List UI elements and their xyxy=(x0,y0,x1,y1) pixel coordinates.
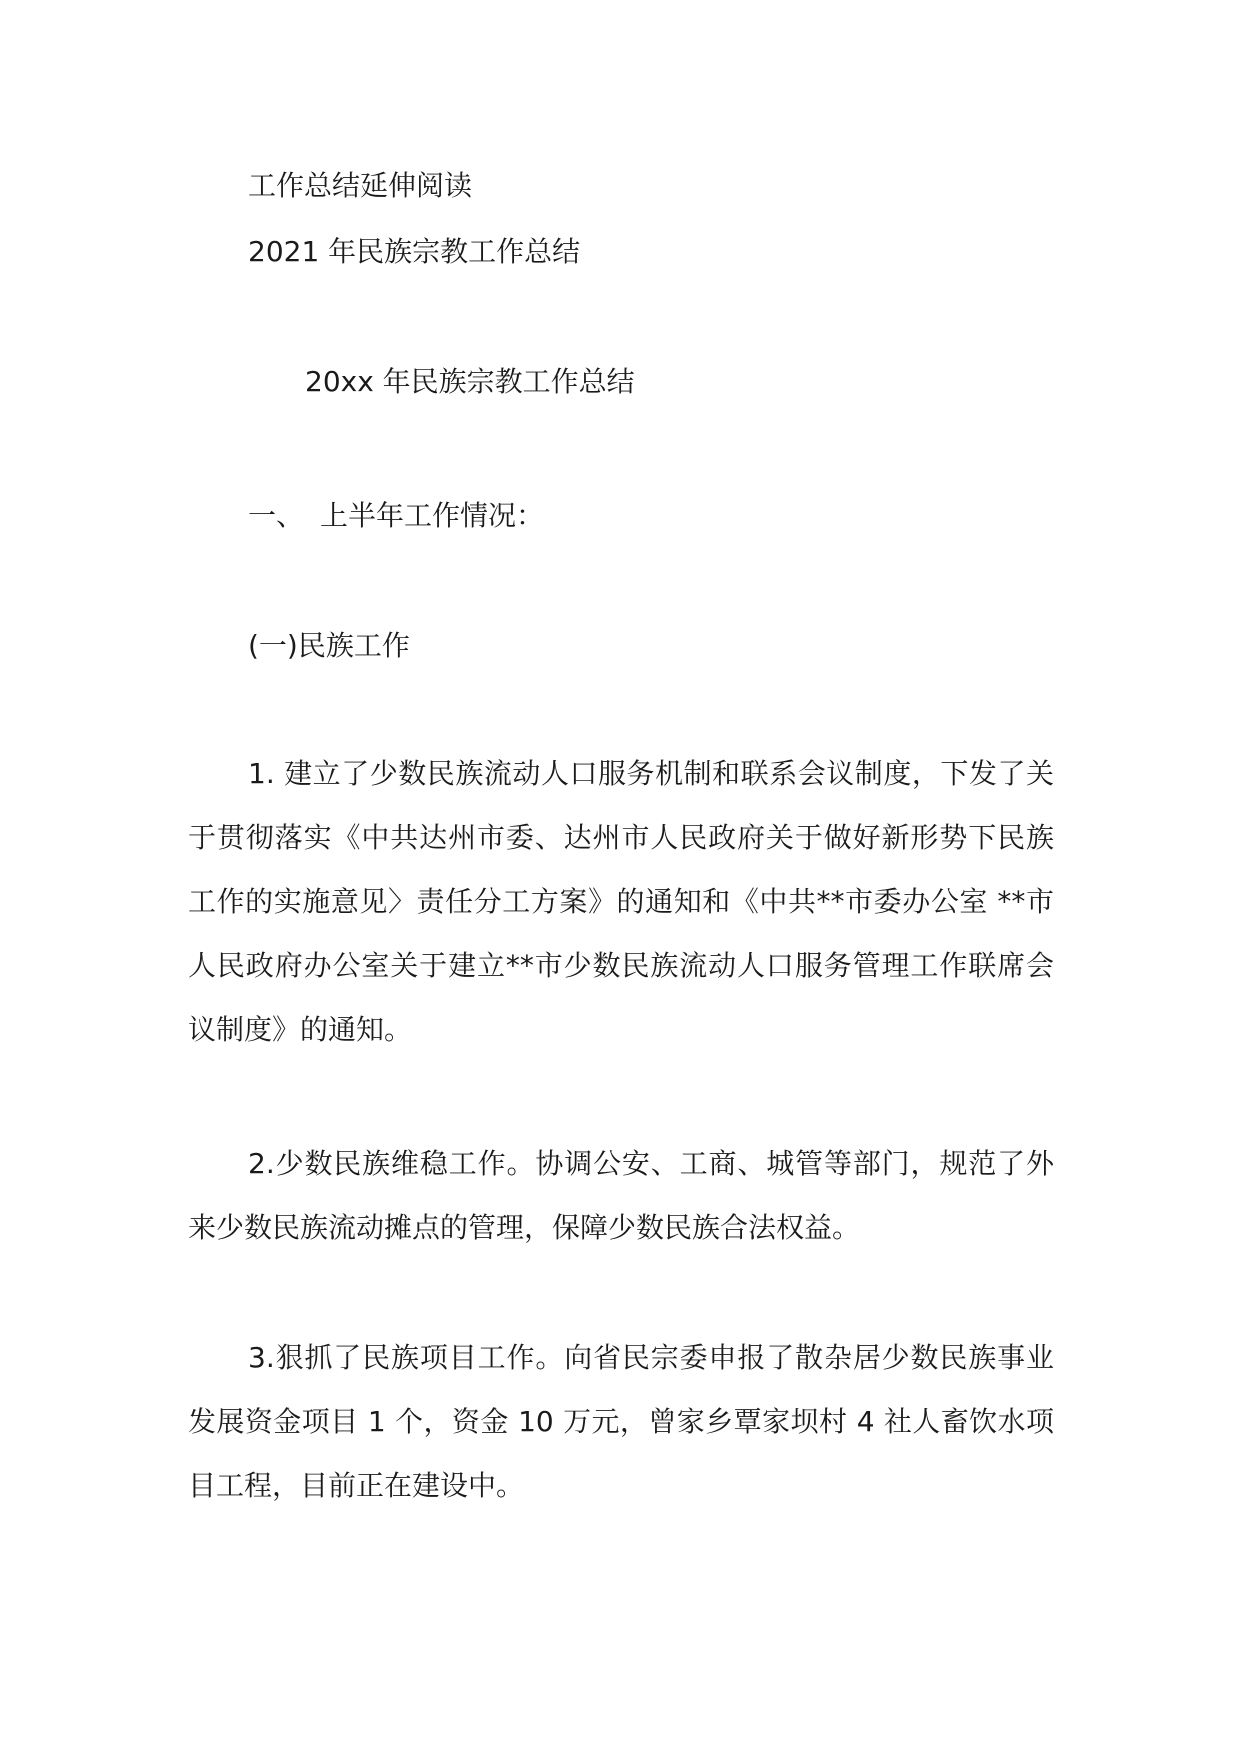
subsection-heading: (一)民族工作 xyxy=(248,629,410,662)
paragraph-2: 2.少数民族维稳工作。协调公安、工商、城管等部门，规范了外来少数民族流动摊点的管理，保障少数民族合法权益。 xyxy=(188,1147,1054,1244)
paragraph-1: 1. 建立了少数民族流动人口服务机制和联系会议制度，下发了关于贯彻落实《中共达州市委、达州市人民政府关于做好新形势下民族工作的实施意见〉责任分工方案》的通知和《中共**市委办公室 **市人民政府办公室关于建立**市少数民族流动人口服务管理工作联席会议制度》的通知。 xyxy=(188,757,1054,1046)
paragraph-3: 3.狠抓了民族项目工作。向省民宗委申报了散杂居少数民族事业发展资金项目 1 个，资金 10 万元，曾家乡覃家坝村 4 社人畜饮水项目工程，目前正在建设中。 xyxy=(188,1341,1054,1502)
extended-reading-label: 工作总结延伸阅读 xyxy=(248,169,473,202)
section-number: 一、 xyxy=(248,499,305,532)
related-doc-title[interactable]: 2021 年民族宗教工作总结 xyxy=(248,235,581,268)
section-title: 上半年工作情况： xyxy=(320,499,545,532)
section-heading xyxy=(248,498,544,534)
document-title: 20xx 年民族宗教工作总结 xyxy=(305,365,635,398)
